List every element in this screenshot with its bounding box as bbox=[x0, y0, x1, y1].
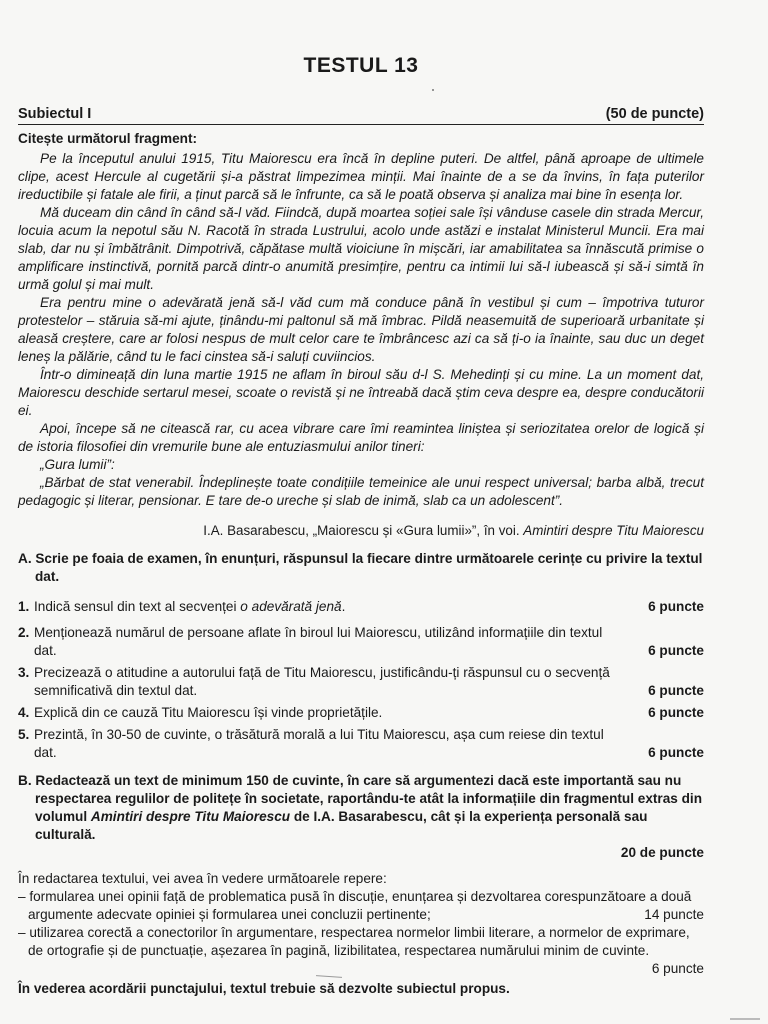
question-number: 3. bbox=[18, 665, 30, 680]
question-item bbox=[18, 664, 704, 700]
fragment-paragraph: Apoi, începe să ne citească rar, cu acea vibrare care îmi reamintea liniștea și seriozitatea orelor de logică și de istoria filosofiei din vremurile bune ale entuziasmului anilor tineri: bbox=[18, 421, 704, 454]
reper-points: 6 puncte bbox=[651, 961, 704, 976]
question-points: 6 puncte bbox=[648, 705, 704, 720]
question-number: 2. bbox=[18, 625, 30, 640]
question-number: 5. bbox=[18, 727, 30, 742]
subject-label: Subiectul I bbox=[18, 106, 92, 122]
question-text: Menționează numărul de persoane aflate în biroul lui Maiorescu, utilizând informațiile din textul dat. bbox=[34, 625, 603, 658]
question-quote: o adevărată jenă bbox=[240, 599, 342, 614]
question-text: Precizează o atitudine a autorului față de Titu Maiorescu, justificându-ți răspunsul cu o secvență semnificativă din textul dat. bbox=[34, 665, 610, 698]
question-number: 1. bbox=[18, 599, 30, 614]
section-b-instruction bbox=[18, 772, 704, 844]
fragment-paragraph: Mă duceam din când în când să-l văd. Fiindcă, după moartea soției sale își vânduse casele din strada Mercur, locuia acum la nepotul său N. Racotă în strada Lustrului, acolo unde astăzi e instalat Ministerul Muncii. Era mai slab, dar nu și îmbătrânit. Dimpotrivă, căpătase multă vioiciune în mișcări, iar amabilitatea sa înnăscută primise o amplificare instinctivă, pornită parcă dintr-o anumită presimțire, pentru ca intimii lui să-l iubească și să-i simtă în urmă golul și mai mult. bbox=[18, 205, 704, 292]
fragment-paragraph: „Bărbat de stat venerabil. Îndeplinește toate condițiile temeinice ale unui respect universal; barba albă, trecut pedagogic și literar, pensionar. E tare de-o ureche și slab de inimă, slab ca un adolescent”. bbox=[18, 475, 704, 508]
question-item bbox=[18, 726, 704, 762]
question-points: 6 puncte bbox=[648, 745, 704, 760]
question-points: 6 puncte bbox=[648, 683, 704, 698]
question-points: 6 puncte bbox=[648, 599, 704, 614]
scan-speck bbox=[432, 89, 434, 91]
reper-text: – formularea unei opinii față de problematica pusă în discuție, enunțarea și dezvoltarea corespunzătoare a două argumente adecvate opiniei și formularea unei concluzii pertinente; bbox=[18, 889, 692, 922]
fragment-lead: Citește următorul fragment: bbox=[18, 131, 198, 146]
exam-body bbox=[18, 130, 704, 998]
scan-mark bbox=[730, 1018, 760, 1020]
reper-item bbox=[18, 888, 704, 924]
repere-intro: În redactarea textului, vei avea în vedere următoarele repere: bbox=[18, 871, 387, 886]
reper-item bbox=[18, 924, 704, 978]
section-b-text: B. Redactează un text de minimum 150 de cuvinte, în care să argumentezi dacă este importantă sau nu respectarea regulilor de politețe în societate, raportându-te atât la informațiile din fragmentul extras din volumul bbox=[18, 773, 703, 824]
reper-points: 14 puncte bbox=[644, 907, 704, 922]
fragment-paragraph: Pe la începutul anului 1915, Titu Maiorescu era încă în depline puteri. De altfel, până aproape de ultimele clipe, acest Hercule al cugetării și-a păstrat limpezimea minții. Mai înainte de a se da învins, în fața puterilor ireductibile și fatale ale firii, a ținut parcă să le înfrunte, ca să le poată observa și analiza mai bine în esența lor. bbox=[18, 151, 704, 202]
fragment-source bbox=[18, 522, 704, 540]
question-text-end: . bbox=[341, 599, 346, 614]
question-text: Prezintă, în 30-50 de cuvinte, o trăsătură morală a lui Titu Maiorescu, așa cum reiese din textul dat. bbox=[34, 727, 604, 760]
question-item bbox=[18, 598, 704, 616]
fragment-paragraph: Într-o dimineață din luna martie 1915 ne aflam în biroul său d-l S. Mehedinți și cu mine. La un moment dat, Maiorescu deschide sertarul mesei, scoate o revistă și ne întreabă dacă știm ceva despre ea, despre conducătorii ei. bbox=[18, 367, 704, 418]
fragment-paragraph: „Gura lumii”: bbox=[40, 457, 115, 472]
fragment-text bbox=[18, 150, 704, 510]
question-text: Indică sensul din text al secvenței bbox=[34, 599, 241, 614]
question-item bbox=[18, 704, 704, 722]
subject-points: (50 de puncte) bbox=[605, 106, 704, 122]
question-number: 4. bbox=[18, 705, 30, 720]
final-note: În vederea acordării punctajului, textul trebuie să dezvolte subiectul propus. bbox=[18, 981, 510, 996]
page-title: TESTUL 13 bbox=[303, 54, 419, 77]
subject-header bbox=[18, 106, 704, 125]
question-text: Explică din ce cauză Titu Maiorescu își vinde proprietățile. bbox=[34, 705, 383, 720]
question-item bbox=[18, 624, 704, 660]
question-points: 6 puncte bbox=[648, 643, 704, 658]
reper-text: – utilizarea corectă a conectorilor în argumentare, respectarea normelor limbii literare, a normelor de exprimare, de ortografie și de punctuație, așezarea în pagină, lizibilitatea, respectarea numărului minim de cuvinte. bbox=[18, 925, 690, 958]
section-a-instruction: A. Scrie pe foaia de examen, în enunțuri, răspunsul la fiecare dintre următoarele cerințe cu privire la textul dat. bbox=[18, 551, 703, 584]
source-author: I.A. Basarabescu, „Maiorescu și «Gura lumii»”, în voi. bbox=[203, 523, 520, 538]
section-b-text-end: de I.A. Basarabescu, cât și la experiența personală sau culturală. bbox=[35, 809, 648, 842]
source-book: Amintiri despre Titu Maiorescu bbox=[523, 523, 704, 538]
fragment-paragraph: Era pentru mine o adevărată jenă să-l văd cum mă conduce până în vestibul și cum – împotriva tuturor protestelor – stăruia să-mi ajute, ținându-mi paltonul să mă îmbrac. Pildă neasemuită de superioară urbanitate și aleasă creștere, care ar folosi nespus de mult celor care te îmbrâncesc azi ca să ți-o ia înainte, sau duc un deget leneș la pălărie, când tu le faci cinstea să-i saluți cuviincios. bbox=[18, 295, 704, 364]
section-b-points: 20 de puncte bbox=[620, 845, 704, 860]
question-list bbox=[18, 598, 704, 762]
section-b-book: Amintiri despre Titu Maiorescu bbox=[90, 809, 291, 824]
